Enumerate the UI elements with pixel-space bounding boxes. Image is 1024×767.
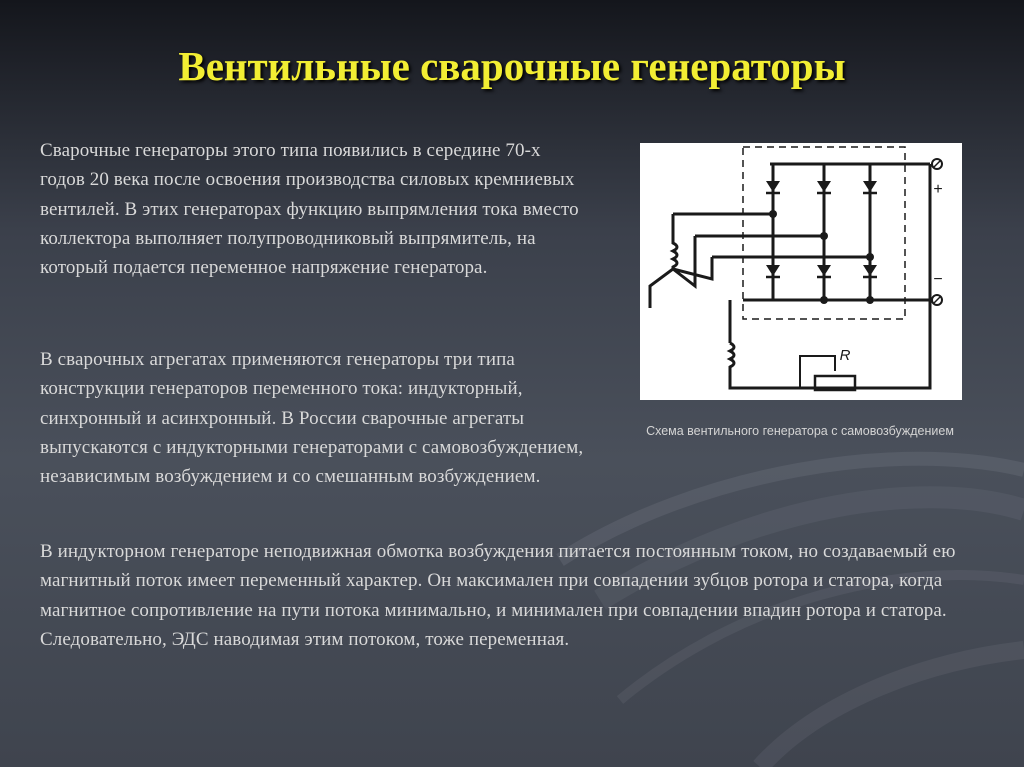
diode-upper-1 (766, 181, 780, 192)
diode-lower-3 (863, 265, 877, 276)
positive-label: + (933, 181, 943, 198)
circuit-svg (640, 143, 962, 400)
generator-circuit-diagram (640, 143, 962, 400)
paragraph-history: Сварочные генераторы этого типа появились в середине 70-х годов 20 века после освоения производства силовых кремниевых вентилей. В этих генераторах функцию выпрямления тока вместо коллектора выполняет полупроводниковый выпрямитель, на который подается переменное напряжение генератора. (40, 140, 579, 279)
resistor-label: R (839, 347, 851, 364)
diagram-caption: Схема вентильного генератора с самовозбуждением (646, 424, 954, 438)
rheostat-wiper (800, 356, 835, 388)
diode-upper-3 (863, 181, 877, 192)
slide-title: Вентильные сварочные генераторы (178, 43, 846, 89)
paragraph-inductor-generator: В индукторном генераторе неподвижная обмотка возбуждения питается постоянным током, но создаваемый ею магнитный поток имеет переменный характер. Он максимален при совпадении зубцов ротора и статора, когда магнитное сопротивление на пути потока минимально, и минимален при совпадении впадин ротора и статора. Следовательно, ЭДС наводимая этим потоком, тоже переменная. (40, 541, 956, 650)
diode-upper-2 (817, 181, 831, 192)
diode-lower-1 (766, 265, 780, 276)
diode-lower-2 (817, 265, 831, 276)
paragraph-types: В сварочных агрегатах применяются генераторы три типа конструкции генераторов переменного тока: индукторный, синхронный и асинхронный. В России сварочные агрегаты выпускаются с индукторными генераторами с самовозбуждением, независимым возбуждением и со смешанным возбуждением. (40, 349, 584, 488)
negative-label: − (933, 271, 943, 288)
stator-winding (650, 214, 712, 308)
diode-bridge (766, 181, 877, 304)
